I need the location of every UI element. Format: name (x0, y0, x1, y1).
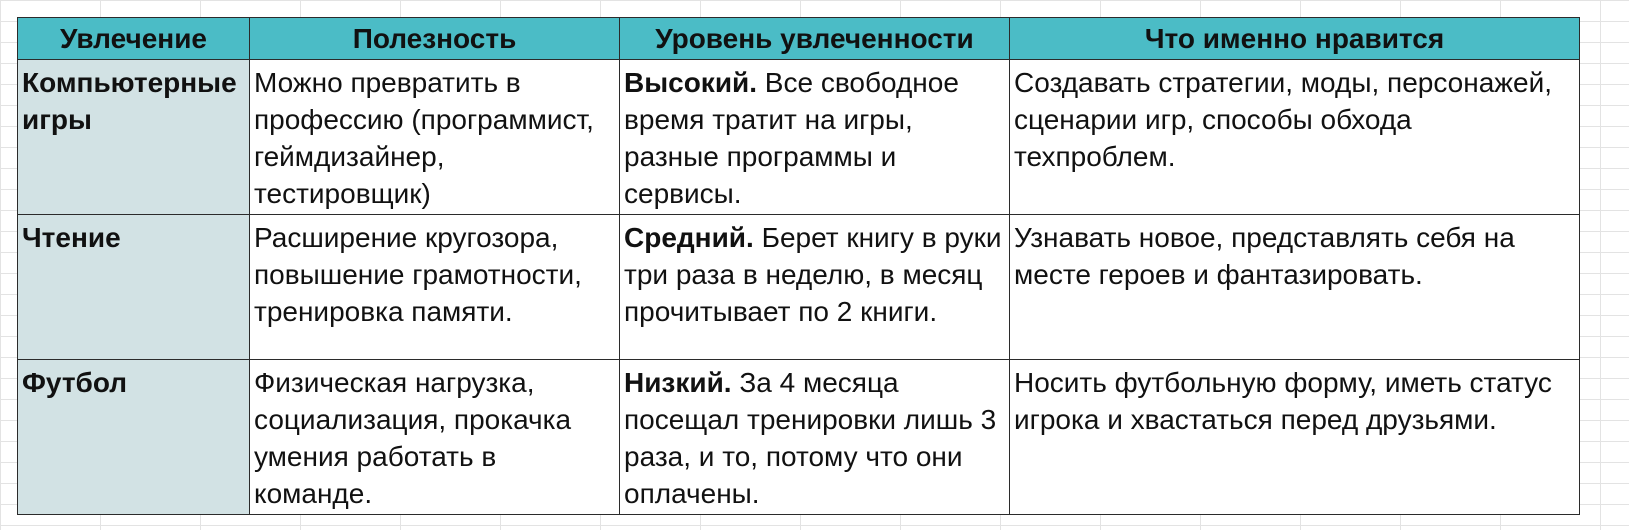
header-row (18, 18, 1580, 60)
level-text: Берет книгу в руки три раза в неделю, в месяц прочитывает по 2 книги. (624, 222, 1002, 327)
cell-usefulness[interactable]: Расширение кругозора, повышение грамотности, тренировка памяти. (250, 215, 620, 360)
cell-likes[interactable]: Узнавать новое, представлять себя на месте героев и фантазировать. (1010, 215, 1580, 360)
cell-level[interactable] (620, 215, 1010, 360)
level-label: Низкий. (624, 367, 732, 398)
cell-hobby[interactable]: Футбол (18, 360, 250, 515)
level-label: Средний. (624, 222, 754, 253)
header-usefulness[interactable]: Полезность (250, 18, 620, 60)
cell-usefulness[interactable]: Можно превратить в профессию (программист, геймдизайнер, тестировщик) (250, 60, 620, 215)
level-label: Высокий. (624, 67, 758, 98)
header-level[interactable]: Уровень увлеченности (620, 18, 1010, 60)
table-row (18, 60, 1580, 215)
cell-likes[interactable]: Носить футбольную форму, иметь статус игрока и хвастаться перед друзьями. (1010, 360, 1580, 515)
header-hobby[interactable]: Увлечение (18, 18, 250, 60)
cell-level[interactable] (620, 360, 1010, 515)
cell-usefulness[interactable]: Физическая нагрузка, социализация, прокачка умения работать в команде. (250, 360, 620, 515)
cell-level[interactable] (620, 60, 1010, 215)
cell-hobby[interactable]: Компьютерные игры (18, 60, 250, 215)
header-likes[interactable]: Что именно нравится (1010, 18, 1580, 60)
level-text: За 4 месяца посещал тренировки лишь 3 раза, и то, потому что они оплачены. (624, 367, 997, 509)
table-row (18, 360, 1580, 515)
cell-hobby[interactable]: Чтение (18, 215, 250, 360)
level-text: Все свободное время тратит на игры, разные программы и сервисы. (624, 67, 959, 209)
hobbies-table (17, 17, 1580, 515)
table-row (18, 215, 1580, 360)
cell-likes[interactable]: Создавать стратегии, моды, персонажей, сценарии игр, способы обхода техпроблем. (1010, 60, 1580, 215)
